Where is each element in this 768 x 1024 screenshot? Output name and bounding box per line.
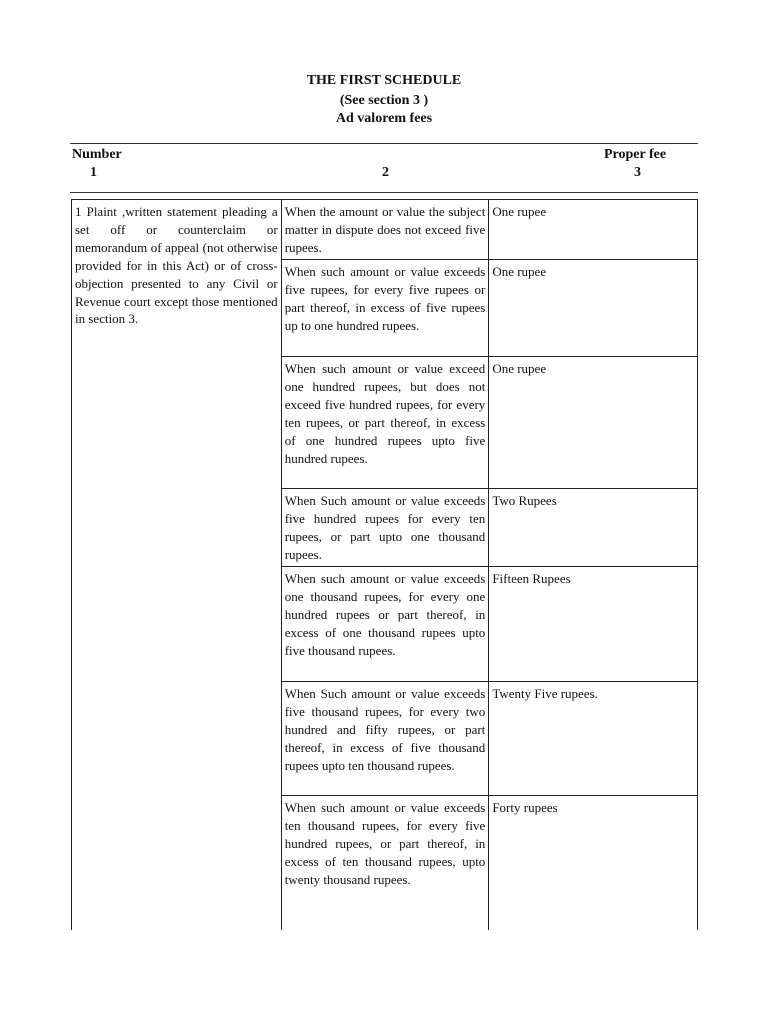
- table-row: [72, 200, 698, 260]
- fee-type-heading: Ad valorem fees: [335, 111, 433, 126]
- fee-amount: Two Rupees: [489, 489, 698, 567]
- fee-condition: When Such amount or value exceeds five thousand rupees, for every two hundred and fifty rupees, or part thereof, in excess of five thousand rupees upto ten thousand rupees.: [281, 682, 489, 796]
- top-rule: [70, 143, 698, 144]
- fee-amount: One rupee: [489, 260, 698, 357]
- fee-amount: Forty rupees: [489, 796, 698, 930]
- fee-amount: Twenty Five rupees.: [489, 682, 698, 796]
- fee-condition: When Such amount or value exceeds five hundred rupees for every ten rupees, or part upto one thousand rupees.: [281, 489, 489, 567]
- schedule-title: THE FIRST SCHEDULE: [306, 73, 462, 88]
- header-bottom-rule: [70, 192, 698, 193]
- column-3-index: 3: [634, 165, 641, 180]
- fee-amount: One rupee: [489, 357, 698, 489]
- fee-condition: When such amount or value exceeds ten thousand rupees, for every five hundred rupees, or part thereof, in excess of ten thousand rupees, upto twenty thousand rupees.: [281, 796, 489, 930]
- section-reference: (See section 3 ): [339, 93, 429, 108]
- entry-description: 1 Plaint ,written statement pleading a set off or counterclaim or memorandum of appeal (not otherwise provided for in this Act) or of cross-objection presented to any Civil or Revenue court except those mentioned in section 3.: [72, 200, 282, 930]
- fee-amount: One rupee: [489, 200, 698, 260]
- fee-condition: When such amount or value exceeds five rupees, for every five rupees or part thereof, in excess of five rupees up to one hundred rupees.: [281, 260, 489, 357]
- fee-condition: When such amount or value exceed one hundred rupees, but does not exceed five hundred rupees, for every ten rupees, or part thereof, in excess of one hundred rupees upto five hundred rupees.: [281, 357, 489, 489]
- fee-condition: When such amount or value exceeds one thousand rupees, for every one hundred rupees or part thereof, in excess of one thousand rupees upto five thousand rupees.: [281, 567, 489, 682]
- fee-schedule-table: [71, 199, 698, 930]
- column-2-index: 2: [382, 165, 389, 180]
- fee-condition: When the amount or value the subject matter in dispute does not exceed five rupees.: [281, 200, 489, 260]
- column-proper-fee-label: Proper fee: [604, 147, 667, 162]
- fee-amount: Fifteen Rupees: [489, 567, 698, 682]
- column-number-label: Number: [72, 147, 122, 162]
- column-1-index: 1: [90, 165, 97, 180]
